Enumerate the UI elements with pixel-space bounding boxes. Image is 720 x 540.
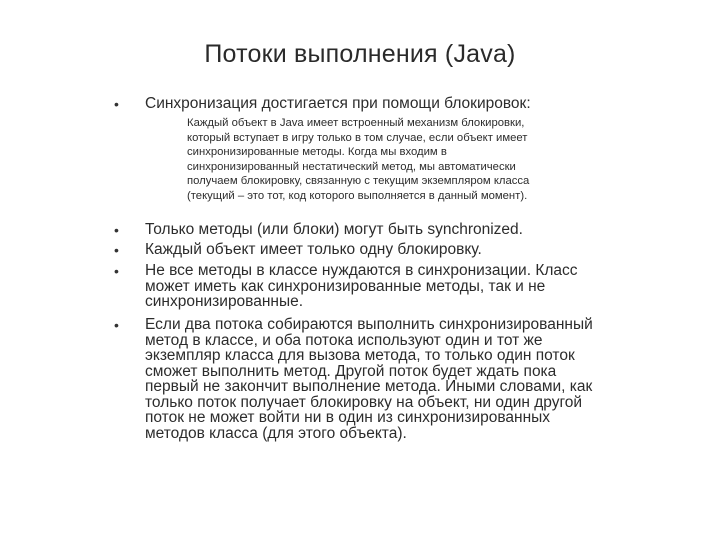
bullet-icon: •	[114, 96, 119, 112]
intro-detail-line: который вступает в игру только в том случае, если объект имеет	[187, 131, 528, 144]
point-line: первый не закончит выполнение метода. Иными словами, как	[145, 378, 593, 395]
point-4	[145, 317, 593, 441]
intro-detail-line: синхронизированный нестатический метод, мы автоматически	[187, 160, 516, 173]
point-line: только поток получает блокировку на объект, ни один другой	[145, 393, 583, 411]
point-line: экземпляр класса для вызова метода, то только один поток	[145, 347, 575, 364]
intro-detail-line: Каждый объект в Java имеет встроенный механизм блокировки,	[187, 117, 525, 129]
intro-detail-line: синхронизированные методы. Когда мы входим в	[187, 146, 447, 158]
bullet-icon: •	[114, 317, 119, 333]
point-line: поток не может войти ни в один из синхронизированных	[145, 409, 551, 426]
intro-text: Синхронизация достигается при помощи блокировок:	[145, 95, 531, 112]
point-line: Только методы (или блоки) могут быть synchronized.	[145, 221, 523, 238]
intro-detail-line: получаем блокировку, связанную с текущим экземпляром класса	[187, 175, 530, 187]
intro-detail-line: (текущий – это тот, код которого выполняется в данный момент).	[187, 189, 528, 202]
point-1	[145, 222, 523, 238]
point-line: метод в классе, и оба потока используют один и тот же	[145, 331, 543, 349]
slide-title: Потоки выполнения (Java)	[204, 40, 516, 68]
point-line: синхронизированные.	[145, 293, 304, 310]
point-line: Каждый объект имеет только одну блокировку.	[145, 241, 482, 258]
point-line: может иметь как синхронизированные методы, так и не	[145, 277, 546, 295]
point-line: сможет выполнить метод. Другой поток будет ждать пока	[145, 362, 557, 380]
point-line: Если два потока собираются выполнить синхронизированный	[145, 316, 593, 333]
bullet-icon: •	[114, 242, 119, 258]
bullet-icon: •	[114, 263, 119, 279]
point-line: Не все методы в классе нуждаются в синхронизации. Класс	[145, 262, 578, 279]
point-3	[145, 263, 578, 310]
bullet-icon: •	[114, 222, 119, 238]
point-2	[145, 242, 482, 258]
point-line: методов класса (для этого объекта).	[145, 424, 407, 442]
intro-detail	[187, 116, 607, 203]
